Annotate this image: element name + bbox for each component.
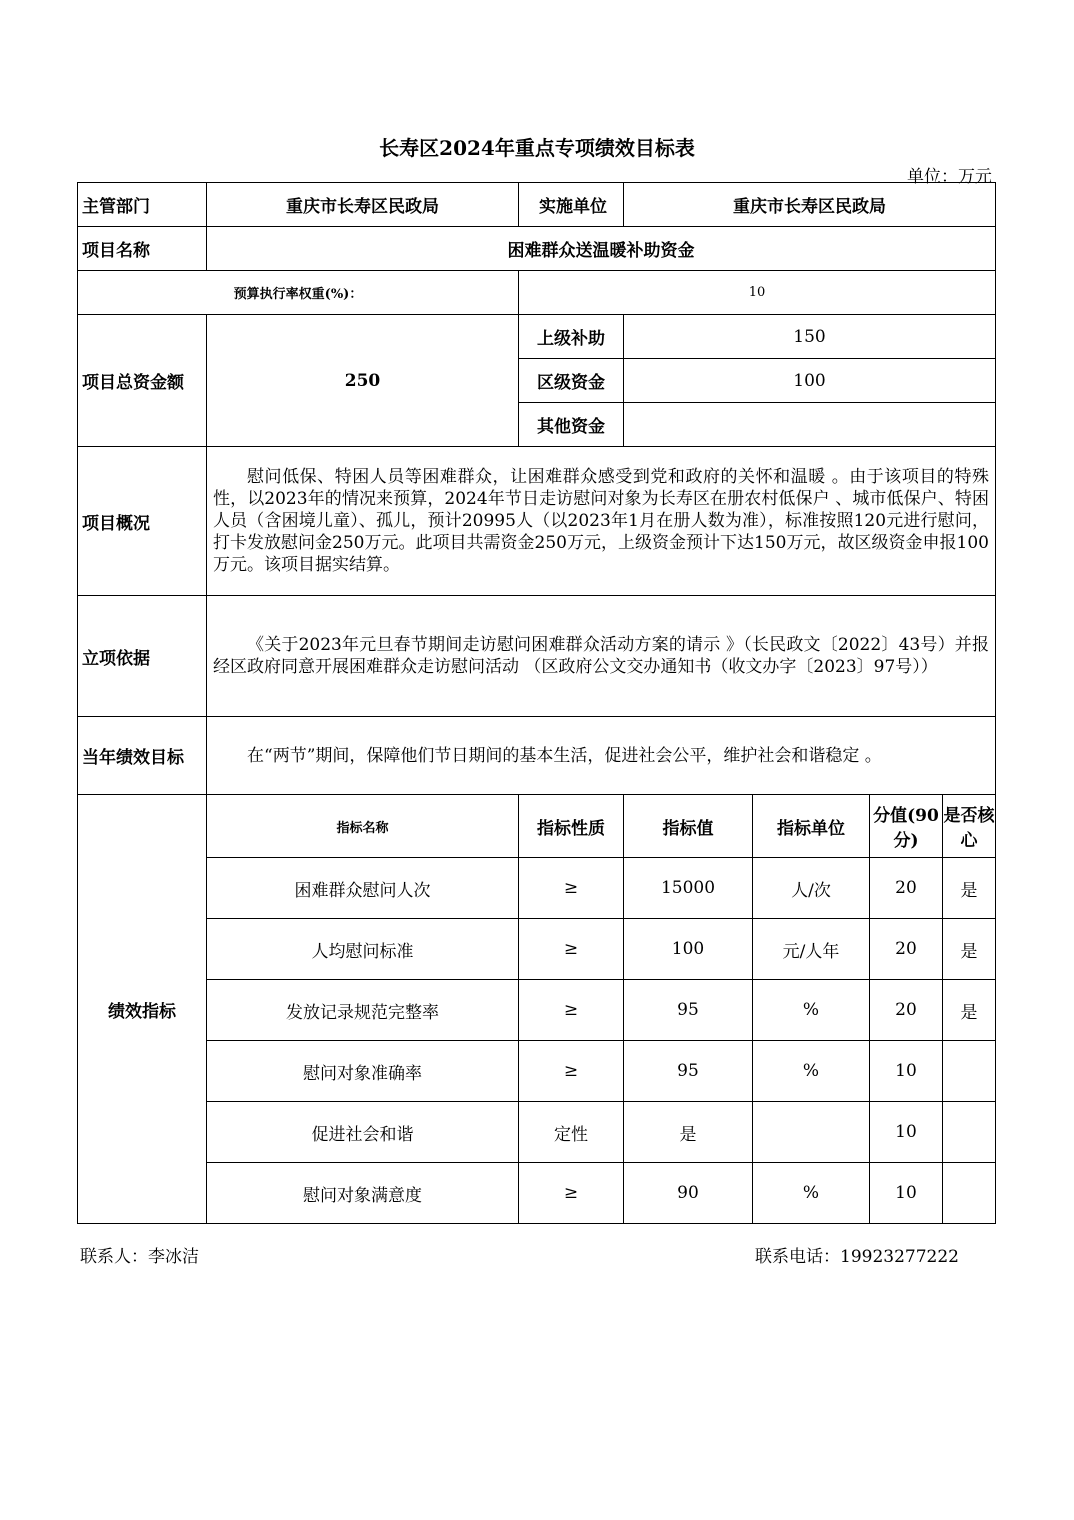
indicator-row — [78, 1041, 996, 1102]
indicator-row — [78, 1163, 996, 1224]
fund-label: 上级补助 — [519, 315, 624, 359]
fund-value — [624, 403, 996, 447]
overview-label: 项目概况 — [78, 447, 207, 596]
indicator-score: 20 — [870, 858, 943, 919]
indicator-unit: % — [753, 1041, 870, 1102]
indicator-row — [78, 919, 996, 980]
indicator-nature: ≥ — [519, 980, 624, 1041]
indicator-score: 10 — [870, 1102, 943, 1163]
indicators-section-label: 绩效指标 — [78, 795, 207, 1224]
goal-text: 在“两节”期间，保障他们节日期间的基本生活，促进社会公平，维护社会和谐稳定 。 — [247, 745, 882, 766]
goal-row — [78, 717, 996, 795]
dept-value: 重庆市长寿区民政局 — [207, 183, 519, 227]
basis-cell — [207, 596, 996, 717]
weight-label: 预算执行率权重(%)： — [78, 271, 519, 315]
indicator-core — [943, 1163, 996, 1224]
indicator-name: 困难群众慰问人次 — [207, 858, 519, 919]
project-name-label: 项目名称 — [78, 227, 207, 271]
indicator-value: 95 — [624, 980, 753, 1041]
fund-label: 其他资金 — [519, 403, 624, 447]
total-funds-label: 项目总资金额 — [78, 315, 207, 447]
indicator-name: 发放记录规范完整率 — [207, 980, 519, 1041]
indicator-unit: 元/人年 — [753, 919, 870, 980]
header-row — [78, 183, 996, 227]
contact-phone: 联系电话：19923277222 — [755, 1247, 959, 1267]
basis-label: 立项依据 — [78, 596, 207, 717]
indicator-value: 是 — [624, 1102, 753, 1163]
indicator-unit: 人/次 — [753, 858, 870, 919]
indicator-score: 10 — [870, 1163, 943, 1224]
col-header-unit: 指标单位 — [753, 795, 870, 858]
indicator-nature: ≥ — [519, 919, 624, 980]
project-name-row — [78, 227, 996, 271]
impl-value: 重庆市长寿区民政局 — [624, 183, 996, 227]
indicator-row — [78, 1102, 996, 1163]
indicator-value: 95 — [624, 1041, 753, 1102]
col-header-score: 分值(90分) — [870, 795, 943, 858]
document-title: 长寿区2024年重点专项绩效目标表 — [379, 136, 695, 160]
indicator-value: 15000 — [624, 858, 753, 919]
weight-row — [78, 271, 996, 315]
basis-row — [78, 596, 996, 717]
fund-row-1 — [78, 315, 996, 359]
indicator-core — [943, 1102, 996, 1163]
indicator-row — [78, 858, 996, 919]
indicator-score: 10 — [870, 1041, 943, 1102]
indicator-score: 20 — [870, 980, 943, 1041]
dept-label: 主管部门 — [78, 183, 207, 227]
indicator-unit — [753, 1102, 870, 1163]
indicator-name: 慰问对象准确率 — [207, 1041, 519, 1102]
total-funds-value: 250 — [207, 315, 519, 447]
indicator-unit: % — [753, 980, 870, 1041]
indicator-nature: ≥ — [519, 1041, 624, 1102]
indicator-name: 促进社会和谐 — [207, 1102, 519, 1163]
indicator-name: 慰问对象满意度 — [207, 1163, 519, 1224]
overview-row — [78, 447, 996, 596]
impl-label: 实施单位 — [519, 183, 624, 227]
indicator-nature: ≥ — [519, 858, 624, 919]
goal-label: 当年绩效目标 — [78, 717, 207, 795]
performance-table — [77, 182, 996, 1224]
contact-person: 联系人：李冰洁 — [80, 1247, 199, 1267]
indicator-unit: % — [753, 1163, 870, 1224]
fund-value: 100 — [624, 359, 996, 403]
overview-cell — [207, 447, 996, 596]
indicator-header-row — [78, 795, 996, 858]
indicator-core — [943, 1041, 996, 1102]
indicator-core: 是 — [943, 980, 996, 1041]
indicator-core: 是 — [943, 919, 996, 980]
overview-text: 慰问低保、特困人员等困难群众，让困难群众感受到党和政府的关怀和温暖 。由于该项目的特殊性，以2023年的情况来预算，2024年节日走访慰问对象为长寿区在册农村低保户 、城市低保户、特困人员（含困境儿童）、孤儿，预计20995人（以2023年1月在册人数为准），标准按照120元进行慰问，打卡发放慰问金250万元。此项目共需资金250万元，上级资金预计下达150万元，故区级资金申报100万元。该项目据实结算。 — [213, 467, 989, 575]
indicator-row — [78, 980, 996, 1041]
fund-label: 区级资金 — [519, 359, 624, 403]
indicator-name: 人均慰问标准 — [207, 919, 519, 980]
goal-cell — [207, 717, 996, 795]
basis-text: 《关于2023年元旦春节期间走访慰问困难群众活动方案的请示 》（长民政文〔2022〕43号）并报经区政府同意开展困难群众走访慰问活动 （区政府公文交办通知书（收文办字〔2023〕97号）） — [213, 635, 989, 677]
indicator-nature: 定性 — [519, 1102, 624, 1163]
fund-value: 150 — [624, 315, 996, 359]
col-header-core: 是否核心 — [943, 795, 996, 858]
indicator-value: 100 — [624, 919, 753, 980]
col-header-value: 指标值 — [624, 795, 753, 858]
indicator-nature: ≥ — [519, 1163, 624, 1224]
col-header-nature: 指标性质 — [519, 795, 624, 858]
col-header-name: 指标名称 — [207, 795, 519, 858]
indicator-core: 是 — [943, 858, 996, 919]
project-name-value: 困难群众送温暖补助资金 — [207, 227, 996, 271]
indicator-score: 20 — [870, 919, 943, 980]
indicator-value: 90 — [624, 1163, 753, 1224]
unit-label: 单位：万元 — [907, 167, 992, 187]
weight-value: 10 — [519, 271, 996, 315]
